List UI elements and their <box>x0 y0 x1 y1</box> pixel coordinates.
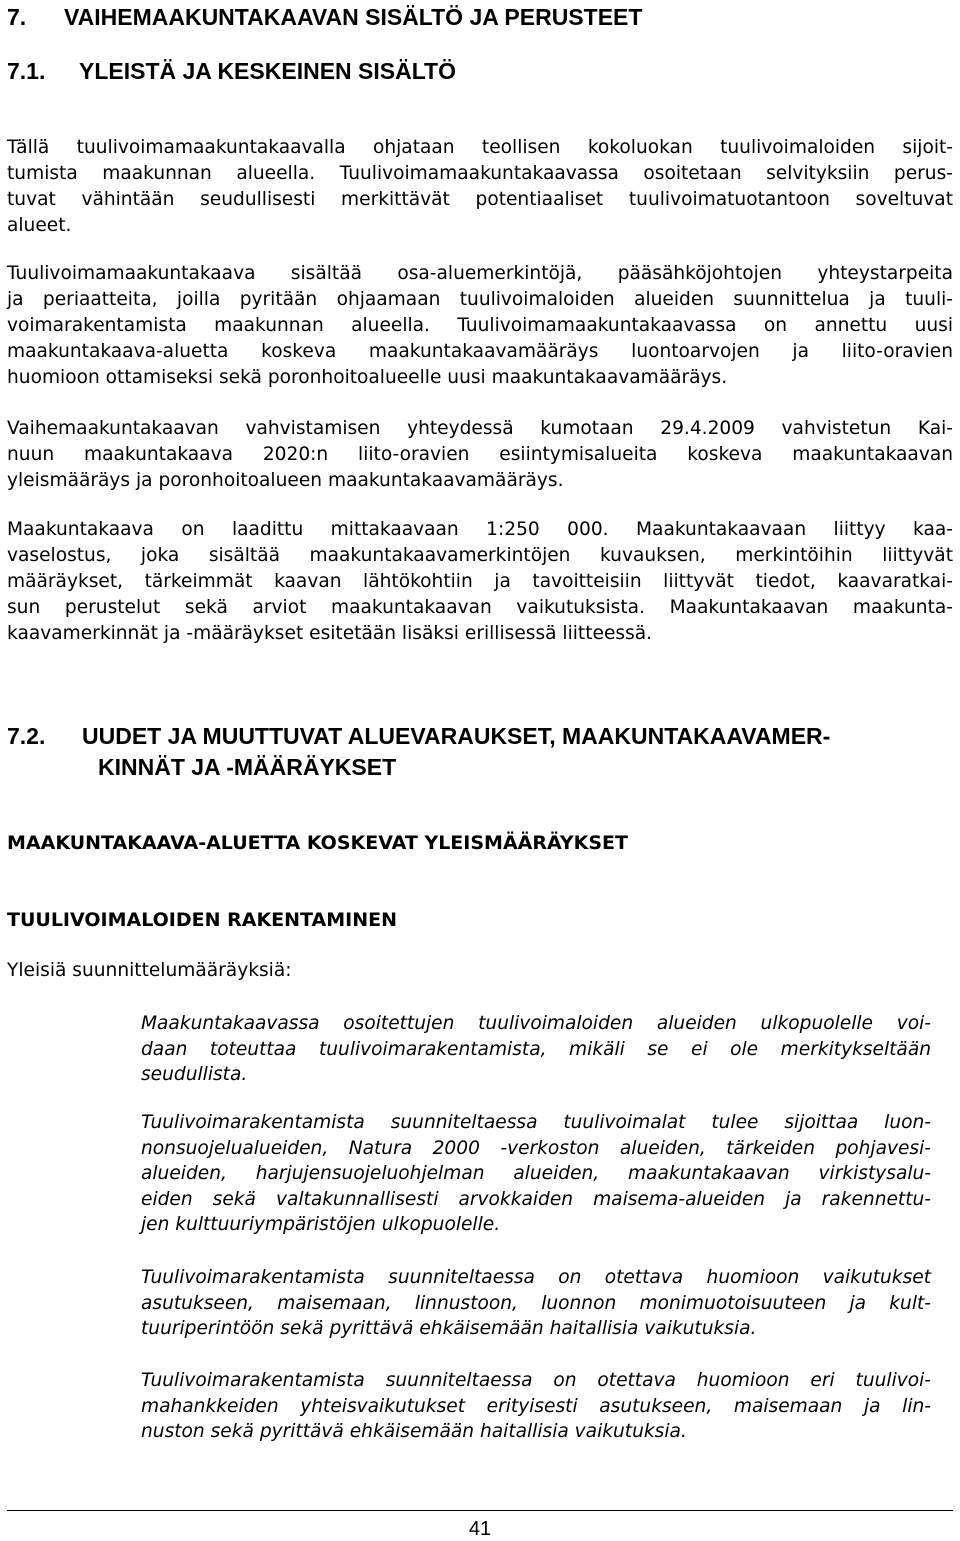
text-line: tuuriperintöön sekä pyrittävä ehkäisemään haitallisia vaikutuksia. <box>141 1318 757 1340</box>
heading-title: YLEISTÄ JA KESKEINEN SISÄLTÖ <box>79 58 456 84</box>
text-line: nuun maakuntakaava 2020:n liito-oravien esiintymisalueita koskeva maakuntakaavan <box>7 444 953 465</box>
heading-7-2 <box>7 722 830 750</box>
text-line: alueet. <box>7 215 72 236</box>
text-line: määräykset, tärkeimmät kaavan lähtökohtiin ja tavoitteisiin liittyvät tiedot, kaavaratkai- <box>7 571 953 592</box>
regulation-impacts <box>141 1265 931 1342</box>
text-line: nonsuojelualueiden, Natura 2000 -verkoston alueiden, tärkeiden pohjavesi- <box>141 1137 931 1159</box>
text-line: sun perustelut sekä arviot maakuntakaavan vaikutuksista. Maakuntakaavan maakunta- <box>7 597 953 618</box>
heading-number: 7.1. <box>7 58 46 84</box>
text-line: yleismääräys ja poronhoitoalueen maakuntakaavamääräys. <box>7 470 564 491</box>
text-line: Tuulivoimarakentamista suunniteltaessa tuulivoimalat tulee sijoittaa luon- <box>141 1112 931 1133</box>
text-line: mahankkeiden yhteisvaikutukset erityisesti asutukseen, maisemaan ja lin- <box>141 1395 931 1417</box>
paragraph-intro <box>7 135 953 239</box>
regulation-combined-impacts <box>141 1368 931 1445</box>
heading-7-1 <box>7 57 456 85</box>
heading-7-2-continued <box>98 753 396 781</box>
subheading-wind-power-construction: TUULIVOIMALOIDEN RAKENTAMINEN <box>7 909 398 931</box>
heading-title-line-2: KINNÄT JA -MÄÄRÄYKSET <box>98 754 397 780</box>
label-general-planning-regulations: Yleisiä suunnittelumääräyksiä: <box>7 960 292 981</box>
paragraph-repeal <box>7 416 953 494</box>
text-line: eiden sekä valtakunnallisesti arvokkaiden maisema-alueiden ja rakennettu- <box>141 1188 931 1210</box>
regulation-placement <box>141 1110 931 1238</box>
text-line: maakuntakaava-aluetta koskeva maakuntakaavamääräys luontoarvojen ja liito-oravien <box>7 341 953 362</box>
text-line: huomioon ottamiseksi sekä poronhoitoalueelle uusi maakuntakaavamääräys. <box>7 367 728 388</box>
regulation-outside-areas <box>141 1011 931 1088</box>
text-line: asutukseen, maisemaan, linnustoon, luonnon monimuotoisuuteen ja kult- <box>141 1292 931 1314</box>
text-line: Tuulivoimamaakuntakaava sisältää osa-aluemerkintöjä, pääsähköjohtojen yhteystarpeita <box>7 263 953 284</box>
heading-number: 7.2. <box>7 723 46 749</box>
text-line: ja periaatteita, joilla pyritään ohjaamaan tuulivoimaloiden alueiden suunnittelua ja tuuli- <box>7 289 953 310</box>
text-line: jen kulttuuriympäristöjen ulkopuolelle. <box>141 1214 501 1236</box>
text-line: alueiden, harjujensuojeluohjelman alueiden, maakuntakaavan virkistysalu- <box>141 1163 931 1185</box>
text-line: kaavamerkinnät ja -määräykset esitetään lisäksi erillisessä liitteessä. <box>7 623 653 644</box>
text-line: Tällä tuulivoimamaakuntakaavalla ohjataan teollisen kokoluokan tuulivoimaloiden sijoit- <box>7 137 953 158</box>
heading-title: VAIHEMAAKUNTAKAAVAN SISÄLTÖ JA PERUSTEET <box>64 4 643 30</box>
footer-divider <box>7 1510 953 1511</box>
paragraph-contents <box>7 261 953 391</box>
heading-number: 7. <box>7 4 27 30</box>
text-line: Maakuntakaava on laadittu mittakaavaan 1:250 000. Maakuntakaavaan liittyy kaa- <box>7 519 953 540</box>
heading-7 <box>7 3 642 31</box>
text-line: nuston sekä pyrittävä ehkäisemään haitallisia vaikutuksia. <box>141 1421 687 1443</box>
text-line: seudullista. <box>141 1064 248 1086</box>
text-line: voimarakentamista maakunnan alueella. Tuulivoimamaakuntakaavassa on annettu uusi <box>7 315 953 336</box>
text-line: tumista maakunnan alueella. Tuulivoimamaakuntakaavassa osoitetaan selvityksiin perus- <box>7 163 953 184</box>
text-line: tuvat vähintään seudullisesti merkittävät potentiaaliset tuulivoimatuotantoon soveltuvat <box>7 189 953 210</box>
text-line: Tuulivoimarakentamista suunniteltaessa on otettava huomioon eri tuulivoi- <box>141 1370 931 1391</box>
text-line: vaselostus, joka sisältää maakuntakaavamerkintöjen kuvauksen, merkintöihin liittyvät <box>7 545 953 566</box>
text-line: daan toteuttaa tuulivoimarakentamista, mikäli se ei ole merkitykseltään <box>141 1038 931 1060</box>
paragraph-scale <box>7 517 953 647</box>
text-line: Tuulivoimarakentamista suunniteltaessa on otettava huomioon vaikutukset <box>141 1267 931 1288</box>
page-number: 41 <box>468 1518 492 1540</box>
text-line: Vaihemaakuntakaavan vahvistamisen yhteydessä kumotaan 29.4.2009 vahvistetun Kai- <box>7 418 953 439</box>
subheading-general-regulations: MAAKUNTAKAAVA-ALUETTA KOSKEVAT YLEISMÄÄRÄYKSET <box>7 832 628 854</box>
heading-title-line-1: UUDET JA MUUTTUVAT ALUEVARAUKSET, MAAKUNTAKAAVAMER- <box>82 723 831 749</box>
text-line: Maakuntakaavassa osoitettujen tuulivoimaloiden alueiden ulkopuolelle voi- <box>141 1013 931 1034</box>
